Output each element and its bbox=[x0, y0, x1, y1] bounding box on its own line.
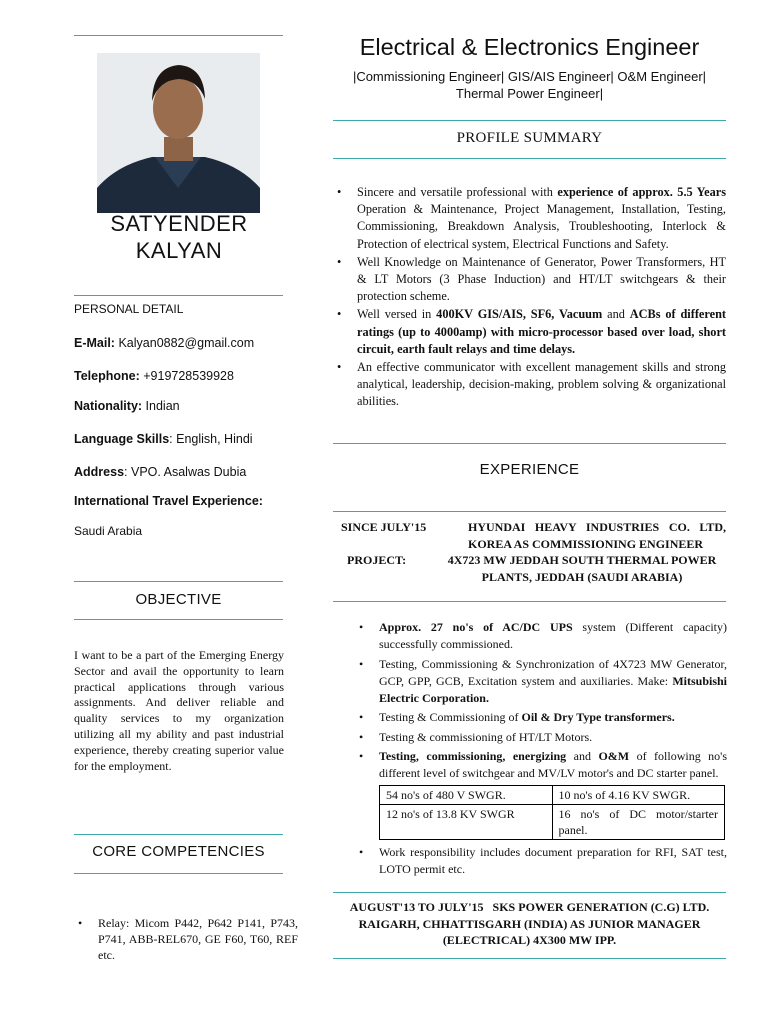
experience-entry-sks bbox=[333, 899, 726, 949]
exp2-line: AUGUST'13 TO JULY'15 SKS POWER GENERATION (C.G) LTD. bbox=[349, 900, 710, 914]
address-label: Address bbox=[74, 465, 125, 479]
table-cell: 16 no's of DC motor/starter panel. bbox=[552, 804, 725, 839]
travel-label: International Travel Experience: bbox=[74, 494, 263, 508]
language-label: Language Skills bbox=[74, 432, 170, 446]
nationality-label: Nationality: bbox=[74, 399, 143, 413]
core-competency-item: • Relay: Micom P442, P642 P141, P743, P741, ABB-REL670, GE F60, T60, REF etc. bbox=[74, 915, 298, 963]
experience-entry-hyundai bbox=[333, 519, 726, 585]
exp2-top-rule bbox=[333, 892, 726, 893]
profile-summary-list bbox=[333, 184, 726, 412]
experience-heading: EXPERIENCE bbox=[479, 461, 580, 478]
travel-value: Saudi Arabia bbox=[74, 524, 143, 538]
duty-item: • Testing, Commissioning & Synchronization of 4X723 MW Generator, GCP, GPP, GCB, Excitation system and auxiliaries. Make: Mitsubishi Electric Corporation. bbox=[355, 656, 727, 708]
personal-detail-heading: PERSONAL DETAIL bbox=[74, 302, 184, 316]
telephone-row bbox=[74, 369, 294, 383]
exp1-project: 4X723 MW JEDDAH SOUTH THERMAL POWER PLANTS, JEDDAH (SAUDI ARABIA) bbox=[447, 553, 717, 584]
table-cell: 12 no's of 13.8 KV SWGR bbox=[380, 804, 553, 839]
objective-heading: OBJECTIVE bbox=[135, 591, 222, 608]
nationality-row bbox=[74, 399, 294, 413]
profile-bottom-rule bbox=[333, 158, 726, 159]
objective-bottom-rule bbox=[74, 619, 283, 620]
telephone-label: Telephone: bbox=[74, 369, 140, 383]
duty-item: • Testing, commissioning, energizing and O&M of following no's different level of switchgear and MV/LV motor's and DC starter panel. bbox=[355, 748, 727, 783]
duty-item: • Approx. 27 no's of AC/DC UPS system (Different capacity) successfully commissioned. bbox=[355, 619, 727, 654]
table-cell: 10 no's of 4.16 KV SWGR. bbox=[552, 785, 725, 804]
job-subtitle: |Commissioning Engineer| GIS/AIS Engineer| O&M Engineer| Thermal Power Engineer| bbox=[352, 69, 707, 101]
duty-item: • Work responsibility includes document preparation for RFI, SAT test, LOTO permit etc. bbox=[355, 844, 727, 879]
exp1-period: SINCE JULY'15 bbox=[341, 520, 427, 534]
name-divider bbox=[74, 295, 283, 296]
nationality-value: Indian bbox=[145, 399, 180, 413]
core-competencies-heading: CORE COMPETENCIES bbox=[92, 843, 265, 860]
address-row bbox=[74, 465, 294, 479]
experience-duties-list bbox=[355, 619, 727, 880]
objective-text: I want to be a part of the Emerging Energy Sector and avail the opportunity to learn practical applications through various assignments. And deliver reliable and quality services to my organization utilizing all my ability and past industrial experience, thereby creating superior value for the employment. bbox=[74, 648, 284, 773]
profile-summary-heading: PROFILE SUMMARY bbox=[456, 130, 603, 146]
profile-bullet: • Sincere and versatile professional with experience of approx. 5.5 Years Operation & Maintenance, Project Management, Installation, Testing, Commissioning, Breakdown Analysis, Troubleshooting, Interlock & Protection of electrical system, Electrical Functions and Safety. bbox=[333, 184, 726, 253]
candidate-name: SATYENDER KALYAN bbox=[110, 211, 248, 263]
experience-bottom-rule bbox=[333, 511, 726, 512]
duty-item: • Testing & commissioning of HT/LT Motors. bbox=[355, 729, 727, 746]
language-row bbox=[74, 432, 294, 446]
duty-item: • Testing & Commissioning of Oil & Dry Type transformers. bbox=[355, 709, 727, 726]
exp2-line: (ELECTRICAL) 4X300 MW IPP. bbox=[442, 933, 617, 947]
table-cell: 54 no's of 480 V SWGR. bbox=[380, 785, 553, 804]
experience-top-rule bbox=[333, 443, 726, 444]
exp1-company: HYUNDAI HEAVY INDUSTRIES CO. LTD, KOREA AS COMMISSIONING ENGINEER bbox=[468, 520, 726, 551]
profile-bullet: • Well Knowledge on Maintenance of Generator, Power Transformers, HT & LT Motors (3 Phase Induction) and HT/LT switchgears & their protection scheme. bbox=[333, 254, 726, 306]
job-title: Electrical & Electronics Engineer bbox=[359, 34, 700, 60]
profile-bullet: • An effective communicator with excellent management skills and strong analytical, leadership, decision-making, problem solving & organizational abilities. bbox=[333, 359, 726, 411]
exp1-project-label: PROJECT: bbox=[347, 553, 407, 567]
exp2-bottom-rule bbox=[333, 958, 726, 959]
exp2-line: RAIGARH, CHHATTISGARH (INDIA) AS JUNIOR MANAGER bbox=[358, 916, 701, 931]
switchgear-table bbox=[379, 785, 725, 840]
table-row bbox=[380, 804, 725, 839]
exp1-rule bbox=[333, 601, 726, 602]
top-left-divider bbox=[74, 35, 283, 36]
core-top-rule bbox=[74, 834, 283, 835]
profile-top-rule bbox=[333, 120, 726, 121]
telephone-value: +919728539928 bbox=[143, 369, 234, 383]
email-label: E-Mail: bbox=[74, 336, 115, 350]
address-value: : VPO. Asalwas Dubia bbox=[124, 465, 247, 479]
profile-photo bbox=[97, 53, 260, 213]
email-value[interactable]: Kalyan0882@gmail.com bbox=[118, 336, 255, 350]
language-value: : English, Hindi bbox=[169, 432, 253, 446]
core-bottom-rule bbox=[74, 873, 283, 874]
objective-top-rule bbox=[74, 581, 283, 582]
email-row bbox=[74, 336, 294, 350]
profile-bullet: • Well versed in 400KV GIS/AIS, SF6, Vacuum and ACBs of different ratings (up to 4000amp) with micro-processor based over load, short circuit, earth fault relays and time delays. bbox=[333, 306, 726, 358]
table-row bbox=[380, 785, 725, 804]
